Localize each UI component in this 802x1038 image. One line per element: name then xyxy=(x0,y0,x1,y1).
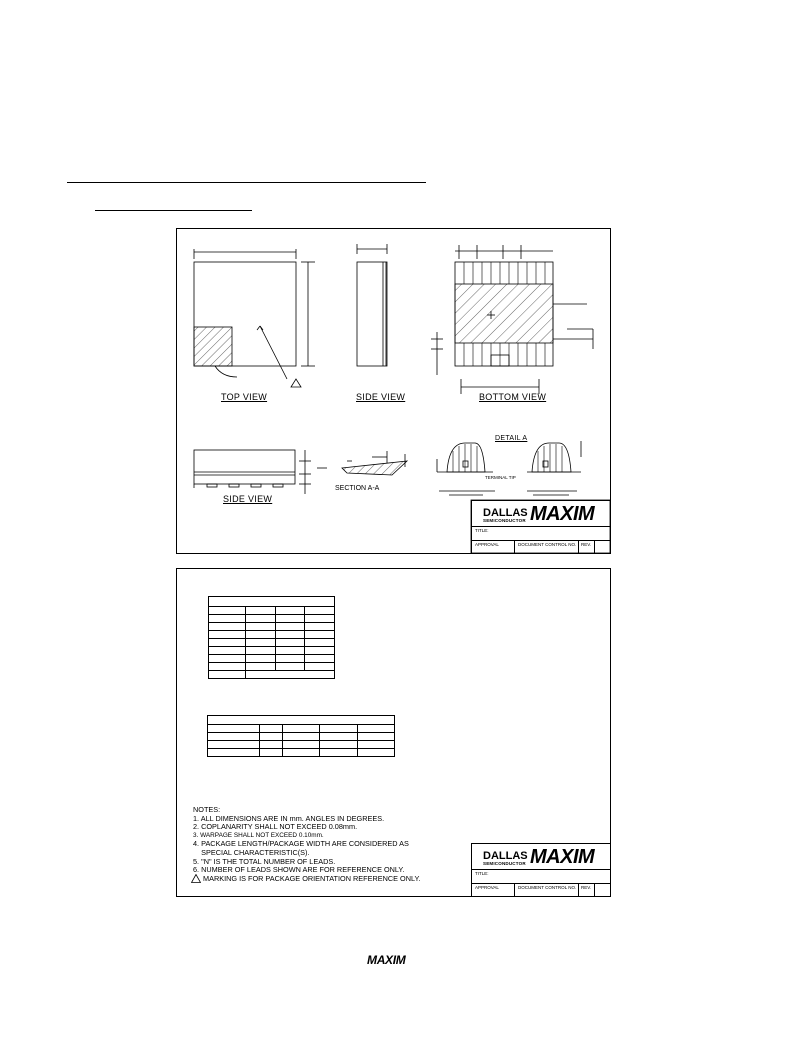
note-7 xyxy=(193,875,420,884)
rev-label: REV. xyxy=(581,885,592,890)
dallas-subtitle: SEMICONDUCTOR xyxy=(483,518,526,523)
note-4-cont: SPECIAL CHARACTERISTIC(S). xyxy=(193,847,310,857)
label-bottom-view: BOTTOM VIEW xyxy=(479,392,547,402)
note-2: 2. COPLANARITY SHALL NOT EXCEED 0.08mm. xyxy=(193,822,358,832)
title-label: TITLE: xyxy=(475,871,489,876)
title-label: TITLE: xyxy=(475,528,489,533)
heading-rule xyxy=(67,182,426,183)
drawing-sheet-2 xyxy=(176,568,611,897)
notes-heading: NOTES: xyxy=(193,805,221,814)
label-terminal-tip: TERMINAL TIP xyxy=(485,475,516,480)
notes-block xyxy=(193,806,420,883)
rev-label: REV. xyxy=(581,542,592,547)
note-4: 4. PACKAGE LENGTH/PACKAGE WIDTH ARE CONSIDERED AS xyxy=(193,839,409,849)
label-side-view-2: SIDE VIEW xyxy=(223,494,273,504)
label-side-view: SIDE VIEW xyxy=(356,392,406,402)
drawing-sheet-1 xyxy=(176,228,611,554)
approval-label: APPROVAL xyxy=(475,885,499,890)
triangle-marker-icon xyxy=(191,874,201,883)
note-7-text: MARKING IS FOR PACKAGE ORIENTATION REFERENCE ONLY. xyxy=(203,873,421,883)
label-section-aa: SECTION A-A xyxy=(335,485,380,492)
note-1: 1. ALL DIMENSIONS ARE IN mm. ANGLES IN DEGREES. xyxy=(193,813,385,823)
document-control-label: DOCUMENT CONTROL NO. xyxy=(518,542,577,547)
subheading-rule xyxy=(95,210,252,211)
approval-label: APPROVAL xyxy=(475,542,499,547)
title-block-2 xyxy=(471,843,611,897)
maxim-logo: MAXIM xyxy=(530,846,595,868)
dimension-table-2 xyxy=(207,715,395,757)
label-top-view: TOP VIEW xyxy=(221,392,268,402)
note-5: 5. "N" IS THE TOTAL NUMBER OF LEADS. xyxy=(193,856,336,866)
dallas-subtitle: SEMICONDUCTOR xyxy=(483,861,526,866)
title-block-1 xyxy=(471,500,611,554)
note-6: 6. NUMBER OF LEADS SHOWN ARE FOR REFERENCE ONLY. xyxy=(193,865,405,875)
note-3: 3. WARPAGE SHALL NOT EXCEED 0.10mm. xyxy=(193,831,324,839)
footer-maxim-logo: MAXIM xyxy=(367,953,406,967)
dimension-table-1 xyxy=(208,596,335,679)
dallas-logo: DALLAS xyxy=(483,850,528,862)
label-detail-a: DETAIL A xyxy=(495,435,528,442)
document-control-label: DOCUMENT CONTROL NO. xyxy=(518,885,577,890)
maxim-logo: MAXIM xyxy=(530,503,595,525)
dallas-logo: DALLAS xyxy=(483,507,528,519)
